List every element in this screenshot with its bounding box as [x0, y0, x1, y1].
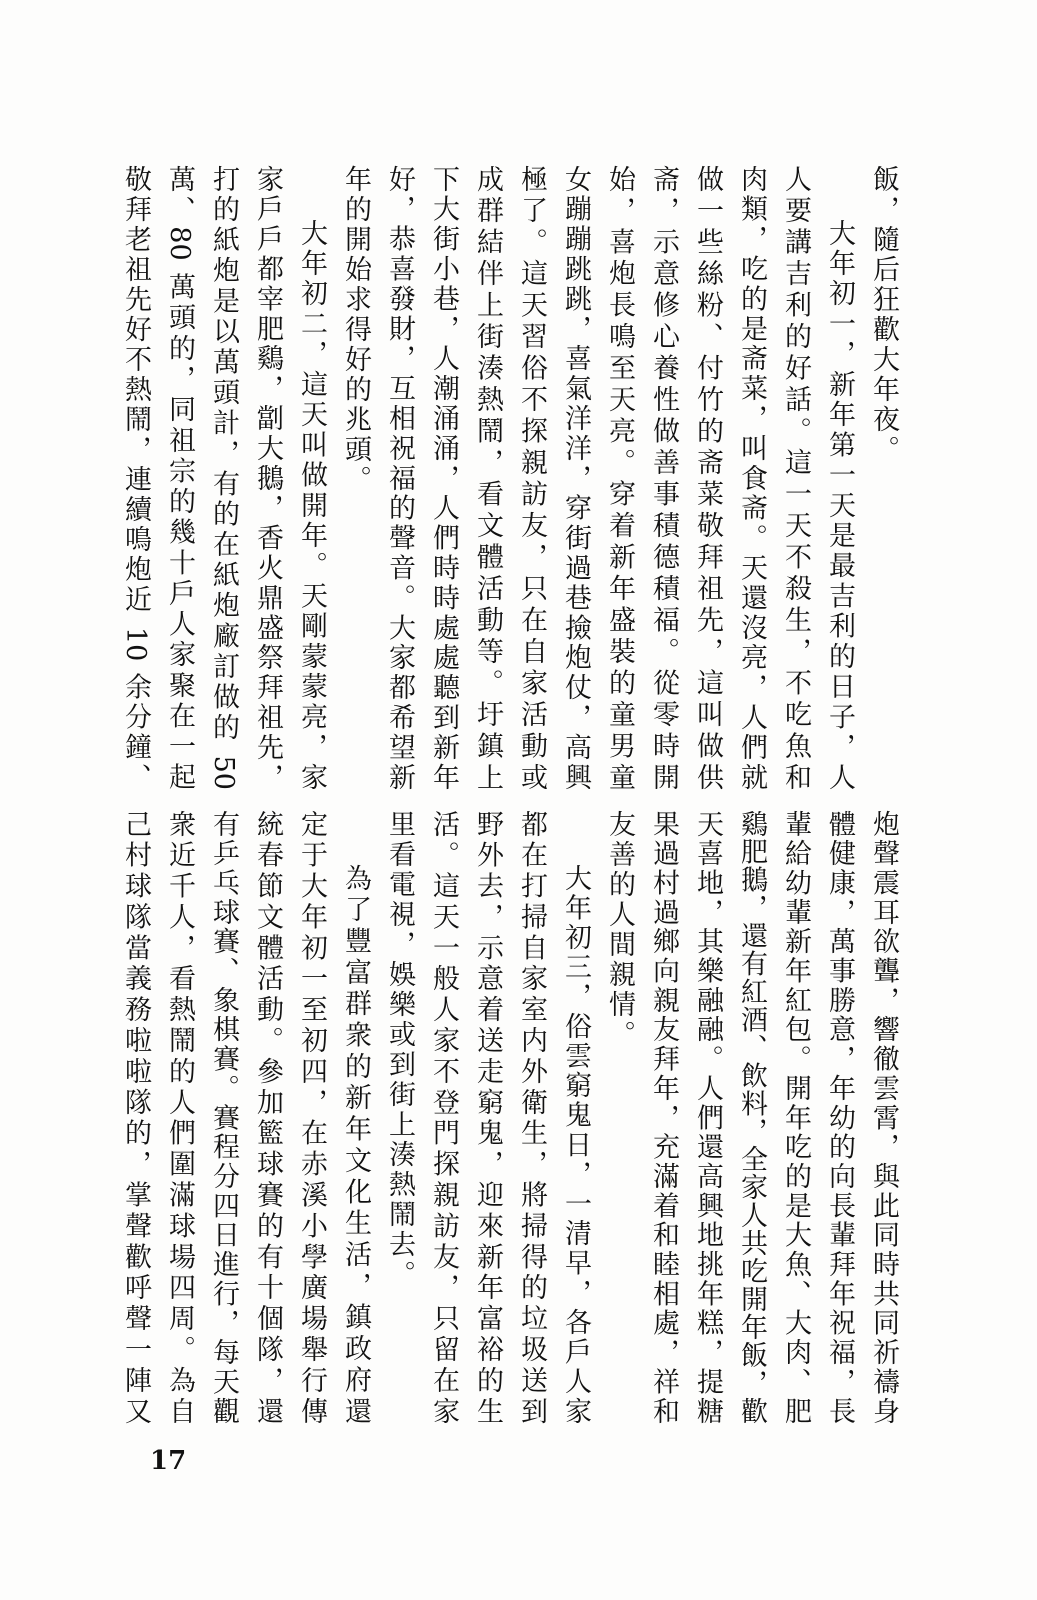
text-column: 大年初三，俗雲窮鬼日，一清早，各戶人家	[560, 864, 591, 1424]
text-column: 己村球隊當義務啦啦隊的，掌聲歡呼聲一陣又	[120, 810, 151, 1424]
text-column: 鷄肥鵝，還有紅酒、飲料，全家人共吃開年飯，歡	[736, 810, 767, 1424]
text-column: 女蹦蹦跳跳，喜氣洋洋，穿街過巷撿炮仗，高興	[560, 165, 591, 790]
text-column: 大年初二，這天叫做開年。天剛蒙蒙亮，家	[296, 219, 327, 790]
text-column: 有乒乓球賽、象棋賽。賽程分四日進行，每天觀	[208, 810, 239, 1424]
text-column: 肉類，吃的是斋菜，叫食斋。天還沒亮，人們就	[736, 165, 767, 790]
text-column: 炮聲震耳欲聾，響徹雲霄，與此同時共同祈禱身	[868, 810, 899, 1424]
text-column: 輩給幼輩新年紅包。開年吃的是大魚、大肉、肥	[780, 810, 811, 1424]
text-column: 里看電視，娛樂或到街上湊熱鬧去。	[384, 810, 415, 1290]
text-column: 年的開始求得好的兆頭。	[340, 165, 371, 495]
text-column: 敬拜老祖先好不熱鬧，連續鳴炮近 10 余分鐘、	[120, 165, 151, 790]
text-column: 大年初一，新年第一天是最吉利的日子，人	[824, 219, 855, 790]
text-column: 友善的人間親情。	[604, 810, 635, 1050]
text-column: 始，喜炮長鳴至天亮。穿着新年盛裝的童男童	[604, 165, 635, 790]
bottom-text-block	[113, 810, 905, 1424]
text-column: 體健康，萬事勝意，年幼的向長輩拜年祝福，長	[824, 810, 855, 1424]
text-column: 野外去，示意着送走窮鬼，迎來新年富裕的生	[472, 810, 503, 1424]
text-column: 定于大年初一至初四，在赤溪小學廣場舉行傳	[296, 810, 327, 1424]
text-column: 家戶戶都宰肥鷄，劏大鵝，香火鼎盛祭拜祖先，	[252, 165, 283, 790]
text-column: 極了。這天習俗不探親訪友，只在自家活動或	[516, 165, 547, 790]
text-column: 統春節文體活動。參加籃球賽的有十個隊，還	[252, 810, 283, 1424]
text-column: 為了豐富群衆的新年文化生活，鎮政府還	[340, 864, 371, 1424]
text-column: 人要講吉利的好話。這一天不殺生，不吃魚和	[780, 165, 811, 790]
text-column: 天喜地，其樂融融。人們還高興地挑年糕，提糖	[692, 810, 723, 1424]
text-column: 都在打掃自家室内外衛生，將掃得的垃圾送到	[516, 810, 547, 1424]
text-column: 下大街小巷，人潮涌涌，人們時時處處聽到新年	[428, 165, 459, 790]
text-column: 萬、80 萬頭的，同祖宗的幾十戶人家聚在一起	[164, 165, 195, 790]
text-column: 好，恭喜發財，互相祝福的聲音。大家都希望新	[384, 165, 415, 790]
text-column: 活。這天一般人家不登門探親訪友，只留在家	[428, 810, 459, 1424]
top-text-block	[113, 165, 905, 790]
text-column: 飯，隨后狂歡大年夜。	[868, 165, 899, 465]
page-number: 17	[150, 1446, 187, 1476]
text-column: 斋，示意修心養性做善事積德積福。從零時開	[648, 165, 679, 790]
text-column: 成群結伴上街湊熱鬧，看文體活動等。圩鎮上	[472, 165, 503, 790]
text-column: 衆近千人，看熱鬧的人們圍滿球場四周。為自	[164, 810, 195, 1424]
text-column: 做一些絲粉、付竹的斋菜敬拜祖先，這叫做供	[692, 165, 723, 790]
text-column: 果過村過鄉向親友拜年，充滿着和睦相處，祥和	[648, 810, 679, 1424]
text-column: 打的紙炮是以萬頭計，有的在紙炮廠訂做的 50	[208, 165, 239, 790]
